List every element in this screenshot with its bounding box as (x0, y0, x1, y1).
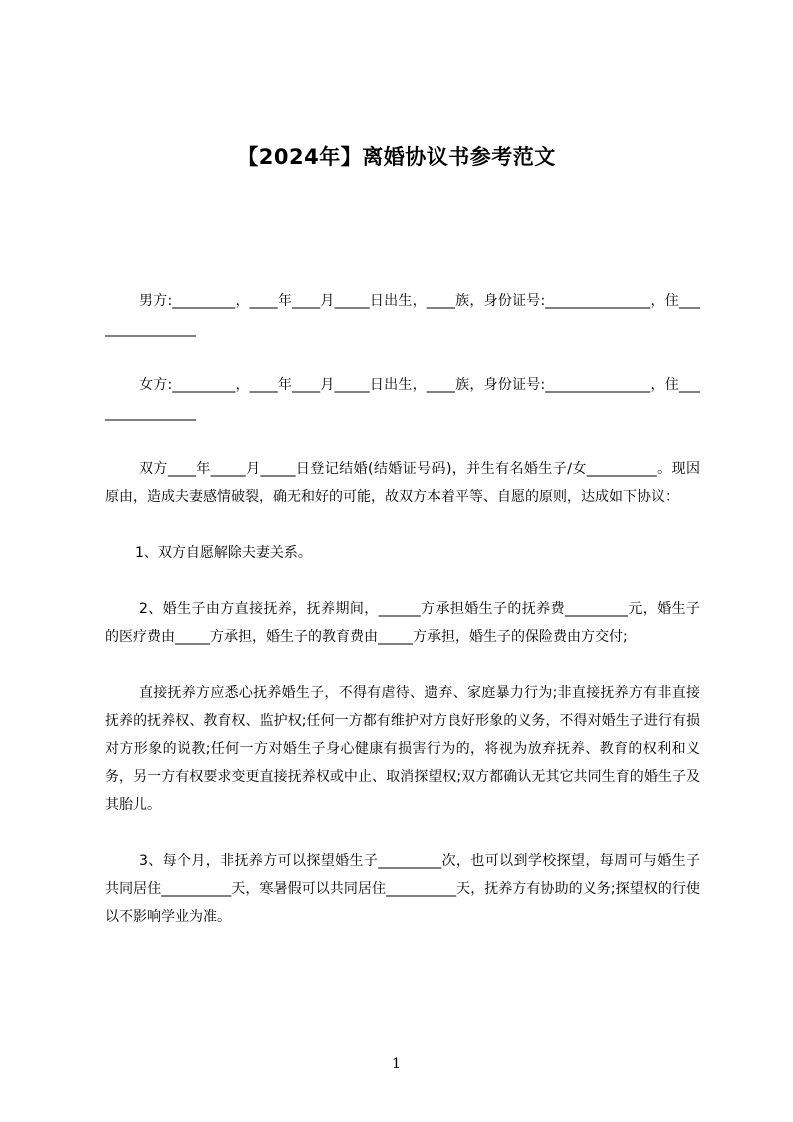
document-body (105, 287, 700, 959)
document-title: 【2024年】离婚协议书参考范文 (237, 145, 556, 169)
paragraph-female-party: 女方:_________，____年____月_____日出生，____族，身份证号:_______________，住________________ (105, 377, 700, 421)
paragraph-clause-3: 3、每个月，非抚养方可以探望婚生子_________次，也可以到学校探望，每周可与婚生子共同居住__________天，寒暑假可以共同居住__________天，抚养方有协助的义务;探望权的行使以不影响学业为准。 (105, 853, 700, 925)
paragraph-marriage-info: 双方____年_____月_____日登记结婚(结婚证号码)，并生有名婚生子/女__________。现因原由，造成夫妻感情破裂，确无和好的可能，故双方本着平等、自愿的原则，达成如下协议： (105, 461, 700, 505)
paragraph-clause-1: 1、双方自愿解除夫妻关系。 (135, 545, 312, 561)
page-number: 1 (392, 1056, 401, 1072)
paragraph-clause-2: 2、婚生子由方直接抚养，抚养期间，______方承担婚生子的抚养费_________元，婚生子的医疗费由_____方承担，婚生子的教育费由_____方承担，婚生子的保险费由方交付; (105, 601, 700, 645)
paragraph-custody-duties: 直接抚养方应悉心抚养婚生子，不得有虐待、遗弃、家庭暴力行为;非直接抚养方有非直接抚养的抚养权、教育权、监护权;任何一方都有维护对方良好形象的义务，不得对婚生子进行有损对方形象的说教;任何一方对婚生子身心健康有损害行为的，将视为放弃抚养、教育的权利和义务，另一方有权要求变更直接抚养权或中止、取消探望权;双方都确认无其它共同生育的婚生子及其胎儿。 (105, 685, 700, 813)
paragraph-male-party: 男方:_________，____年____月_____日出生，____族，身份证号:_______________，住________________ (105, 293, 700, 337)
